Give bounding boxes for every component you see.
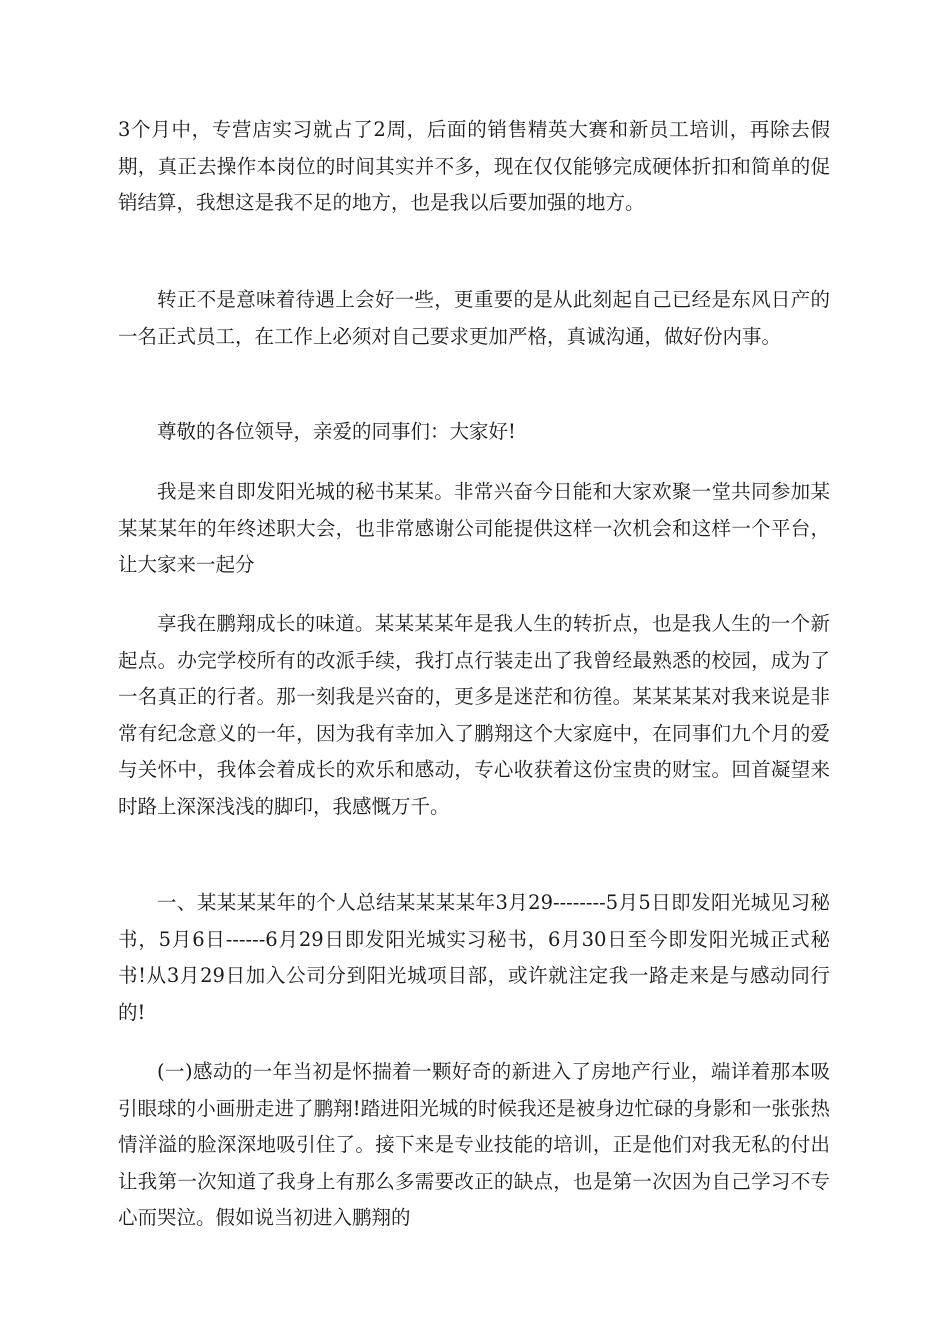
- paragraph-growth: 享我在鹏翔成长的味道。某某某某年是我人生的转折点，也是我人生的一个新起点。办完学校所有的改派手续，我打点行装走出了我曾经最熟悉的校园，成为了一名真正的行者。那一刻我是兴奋的，更多是迷茫和彷徨。某某某某对我来说是非常有纪念意义的一年，因为我有幸加入了鹏翔这个大家庭中，在同事们九个月的爱与关怀中，我体会着成长的欢乐和感动，专心收获着这份宝贵的财宝。回首凝望来时路上深深浅浅的脚印，我感慨万千。: [118, 612, 830, 818]
- paragraph-section-one: 一、某某某某年的个人总结某某某某年3月29--------5月5日即发阳光城见习秘书，5月6日------6月29日即发阳光城实习秘书，6月30日至今即发阳光城正式秘书!从3月29日加入公司分到阳光城项目部，或许就注定我一路走来是与感动同行的!: [118, 891, 830, 1024]
- paragraph-introduction: 我是来自即发阳光城的秘书某某。非常兴奋今日能和大家欢聚一堂共同参加某某某某年的年终述职大会，也非常感谢公司能提供这样一次机会和这样一个平台，让大家来一起分: [118, 480, 830, 576]
- paragraph-subsection-one: (一)感动的一年当初是怀揣着一颗好奇的新进入了房地产行业，端详着那本吸引眼球的小画册走进了鹏翔!踏进阳光城的时候我还是被身边忙碌的身影和一张张热情洋溢的脸深深地吸引住了。接下来是专业技能的培训，正是他们对我无私的付出让我第一次知道了我身上有那么多需要改正的缺点，也是第一次因为自己学习不专心而哭泣。假如说当初进入鹏翔的: [118, 1060, 830, 1229]
- paragraph-internship-summary: 3个月中，专营店实习就占了2周，后面的销售精英大赛和新员工培训，再除去假期，真正去操作本岗位的时间其实并不多，现在仅仅能够完成硬体折扣和简单的促销结算，我想这是我不足的地方，也是我以后要加强的地方。: [118, 118, 830, 214]
- paragraph-greeting: 尊敬的各位领导，亲爱的同事们：大家好!: [157, 420, 516, 443]
- paragraph-regularization: 转正不是意味着待遇上会好一些，更重要的是从此刻起自己已经是东风日产的一名正式员工，在工作上必须对自己要求更加严格，真诚沟通，做好份内事。: [118, 288, 830, 348]
